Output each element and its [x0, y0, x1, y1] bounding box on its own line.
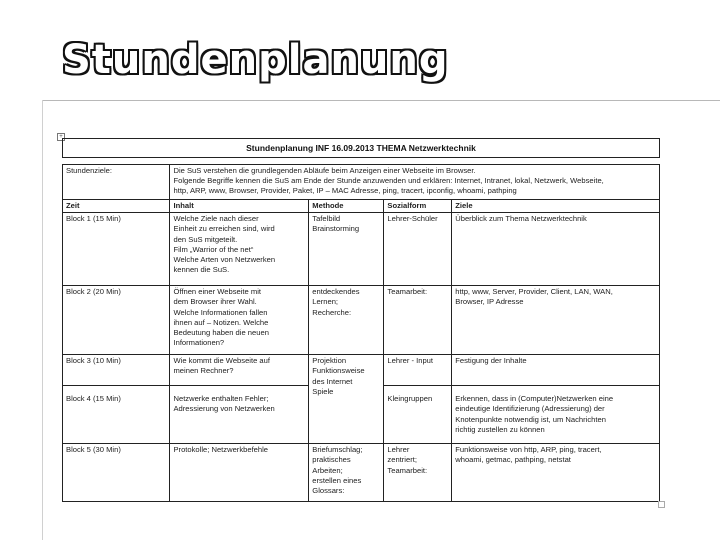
cell-line: Browser, IP Adresse — [455, 297, 524, 307]
cell-inhalt — [170, 213, 309, 286]
cell-line: Projektion — [312, 356, 347, 366]
stundenziele-line: Folgende Begriffe kennen die SuS am Ende der Stunde anzuwenden und erklären: Internet, Intranet, lokal, Netzwerk, Webseite, — [173, 176, 604, 186]
document-header: Stundenplanung INF 16.09.2013 THEMA Netzwerktechnik — [63, 139, 660, 158]
cell-line: Film „Warrior of the net“ — [173, 244, 254, 254]
cell-line: entdeckendes — [312, 287, 360, 297]
cell-line: Knotenpunkte notwendig ist, um Nachrichten — [455, 414, 606, 424]
cell-inhalt — [170, 286, 309, 355]
cell-line: dem Browser ihrer Wahl. — [173, 297, 257, 307]
cell-line: praktisches — [312, 455, 351, 465]
cell-line: Kleingruppen — [387, 394, 433, 404]
cell-methode — [309, 286, 384, 355]
cell-line: Teamarbeit: — [387, 287, 428, 297]
cell-line: Netzwerke enthalten Fehler; — [173, 394, 269, 404]
cell-line: richtig zustellen zu können — [455, 424, 545, 434]
lesson-plan-table — [62, 164, 660, 502]
stundenziele-text — [170, 165, 660, 200]
cell-line: Welche Ziele nach dieser — [173, 214, 259, 224]
cell-line: Funktionsweise — [312, 366, 365, 376]
cell-line: Spiele — [312, 386, 334, 396]
cell-ziele — [452, 355, 660, 386]
cell-line: eindeutige Identifizierung (Adressierung) der — [455, 404, 605, 414]
column-header-zeit: Zeit — [63, 200, 170, 213]
cell-inhalt — [170, 386, 309, 444]
table-row — [63, 444, 660, 502]
table-row — [63, 355, 660, 386]
table-move-handle-icon[interactable]: + — [57, 133, 65, 141]
cell-line: http, www, Server, Provider, Client, LAN, WAN, — [455, 287, 613, 297]
cell-line: Glossars: — [312, 486, 345, 496]
cell-line: Tafelbild — [312, 214, 341, 224]
cell-line: Funktionsweise von http, ARP, ping, tracert, — [455, 445, 602, 455]
cell-sozialform — [384, 386, 452, 444]
cell-line: whoami, getmac, pathping, netstat — [455, 455, 571, 465]
cell-line: Recherche: — [312, 307, 352, 317]
cell-line: Informationen? — [173, 338, 225, 348]
cell-line: den SuS mitgeteilt. — [173, 234, 238, 244]
cell-zeit: Block 5 (30 Min) — [63, 444, 170, 502]
cell-line: Briefumschlag; — [312, 445, 363, 455]
cell-line: Lernen; — [312, 297, 339, 307]
table-row — [63, 286, 660, 355]
cell-ziele — [452, 286, 660, 355]
cell-zeit: Block 2 (20 Min) — [63, 286, 170, 355]
cell-line: Festigung der Inhalte — [455, 356, 527, 366]
table-row — [63, 213, 660, 286]
cell-line: Einheit zu erreichen sind, wird — [173, 224, 275, 234]
column-header-inhalt: Inhalt — [170, 200, 309, 213]
cell-sozialform — [384, 444, 452, 502]
cell-line: Welche Informationen fallen — [173, 307, 268, 317]
page-border-left — [42, 100, 43, 540]
cell-line: kennen die SuS. — [173, 265, 230, 275]
cell-line: Adressierung von Netzwerken — [173, 404, 275, 414]
cell-line: meinen Rechner? — [173, 366, 234, 376]
cell-ziele — [452, 213, 660, 286]
cell-zeit: Block 4 (15 Min) — [63, 386, 170, 444]
column-header-row — [63, 200, 660, 213]
cell-ziele — [452, 386, 660, 444]
cell-line: Arbeiten; — [312, 465, 343, 475]
cell-line: Lehrer-Schüler — [387, 214, 438, 224]
cell-methode — [309, 355, 384, 444]
column-header-methode: Methode — [309, 200, 384, 213]
cell-line: Lehrer - Input — [387, 356, 434, 366]
cell-line: Überblick zum Thema Netzwerktechnik — [455, 214, 587, 224]
cell-line: Bedeutung haben die neuen — [173, 328, 269, 338]
cell-zeit: Block 3 (10 Min) — [63, 355, 170, 386]
cell-zeit: Block 1 (15 Min) — [63, 213, 170, 286]
document-header-table — [62, 138, 660, 158]
column-header-ziele: Ziele — [452, 200, 660, 213]
cell-sozialform — [384, 355, 452, 386]
column-header-sozialform: Sozialform — [384, 200, 452, 213]
cell-line: Welche Arten von Netzwerken — [173, 255, 276, 265]
cell-line: Lehrer — [387, 445, 410, 455]
cell-ziele — [452, 444, 660, 502]
cell-methode — [309, 444, 384, 502]
page-border-top — [42, 100, 720, 101]
cell-sozialform — [384, 286, 452, 355]
stundenziele-line: http, ARP, www, Browser, Provider, Paket, IP – MAC Adresse, ping, tracert, ipconfig, whoami, pathping — [173, 186, 517, 196]
cell-line: erstellen eines — [312, 475, 362, 485]
page-corner-mark — [658, 501, 665, 508]
cell-line: Protokolle; Netzwerkbefehle — [173, 445, 269, 455]
cell-line: Teamarbeit: — [387, 465, 428, 475]
slide-title: Stundenplanung — [62, 37, 449, 83]
cell-line: ihnen auf – Notizen. Welche — [173, 317, 269, 327]
cell-inhalt — [170, 444, 309, 502]
cell-line: Erkennen, dass in (Computer)Netzwerken eine — [455, 394, 614, 404]
cell-line: Brainstorming — [312, 224, 360, 234]
cell-inhalt — [170, 355, 309, 386]
cell-line: Wie kommt die Webseite auf — [173, 356, 270, 366]
cell-sozialform — [384, 213, 452, 286]
cell-line: zentriert; — [387, 455, 417, 465]
stundenziele-label: Stundenziele: — [63, 165, 170, 200]
stundenziele-line: Die SuS verstehen die grundlegenden Abläufe beim Anzeigen einer Webseite im Browser. — [173, 166, 476, 175]
cell-line: Öffnen einer Webseite mit — [173, 287, 261, 297]
cell-line: des Internet — [312, 376, 353, 386]
table-row — [63, 165, 660, 200]
cell-methode — [309, 213, 384, 286]
